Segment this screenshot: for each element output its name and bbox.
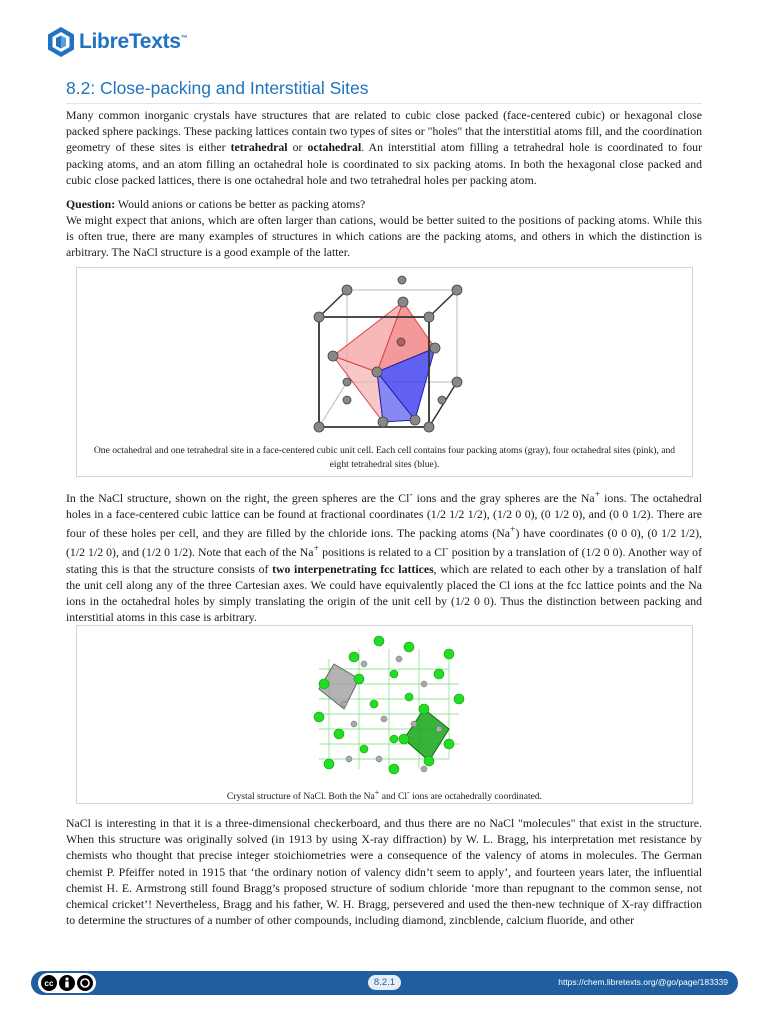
page-title: 8.2: Close-packing and Interstitial Sites bbox=[66, 78, 702, 104]
svg-text:cc: cc bbox=[44, 979, 54, 988]
question-label: Question: bbox=[66, 197, 116, 211]
license-badge[interactable] bbox=[38, 973, 96, 998]
figure-nacl-crystal bbox=[76, 625, 693, 804]
fcc-unit-cell-diagram bbox=[307, 272, 467, 437]
answer-paragraph: We might expect that anions, which are often larger than cations, would be better suited to the positions of packing atoms. While this is often true, there are many examples of structures in which cations are the packing atoms, and others in which the distinction is arbitrary. The NaCl structure is a good example of the latter. bbox=[66, 213, 702, 260]
page-footer bbox=[31, 971, 738, 995]
question-paragraph: Question: Would anions or cations be better as packing atoms? bbox=[66, 197, 366, 211]
history-paragraph: NaCl is interesting in that it is a three-dimensional checkerboard, and thus there are no NaCl "molecules" that exist in the structure. When this structure was originally solved (in 1913 by using X-ray diffraction) by W. L. Bragg, his interpretation met resistance by chemists who thought that precise integer stoichiometries were a consequence of the valency of atoms in molecules. The German chemist P. Pfeiffer noted in 1915 that ‘the ordinary notion of valency didn’t seem to apply’, and fourteen years later, the influential chemist H. E. Armstrong still found Bragg’s proposed structure of sodium chloride ‘more than repugnant to the common sense, not chemical cricket’! Nevertheless, Bragg and his father, W. H. Bragg, persevered and used the then-new technique of X-ray diffraction to determine the structures of a number of other compounds, including diamond, zincblende, calcium fluoride, and other bbox=[66, 816, 702, 928]
figure-caption: One octahedral and one tetrahedral site in a face-centered cubic unit cell. Each cell contains four packing atoms (gray), four octahedral sites (pink), and eight tetrahedral sites (blue). bbox=[93, 445, 676, 470]
libretexts-logo[interactable] bbox=[46, 26, 187, 58]
logo-text: LibreTexts™ bbox=[79, 30, 188, 53]
intro-paragraph: Many common inorganic crystals have structures that are related to cubic close packed (face-centered cubic) or hexagonal close packed sphere packings. These packing lattices contain two types of sites or "holes" that the interstitial atoms fill, and the coordination geometry of these sites is either tetrahedral or octahedral. An interstitial atom filling a tetrahedral hole is coordinated to four packing atoms, and an atom filling an octahedral hole is coordinated to six packing atoms. In both the hexagonal close packed and cubic close packed lattices, there is one octahedral hole and two tetrahedral holes per packing atom. bbox=[66, 108, 702, 187]
figure-caption: Crystal structure of NaCl. Both the Na+ and Cl- ions are octahedrally coordinated. bbox=[226, 788, 543, 803]
nacl-paragraph: In the NaCl structure, shown on the right, the green spheres are the Cl- ions and the gray spheres are the Na+ ions. The octahedral holes in a face-centered cubic lattice can be found at fractional coordinates (1/2 1/2 1/2), (1/2 0 0), (0 1/2 0), and (0 0 1/2). There are four of these holes per cell, and they are filled by the chloride ions. The packing atoms (Na+) have coordinates (0 0 0), (0 1/2 1/2), (1/2 1/2 0), and (1/2 0 1/2). Note that each of the Na+ positions is related to a Cl- position by a translation of (1/2 0 0). Another way of stating this is that the structure consists of two interpenetrating fcc lattices, which are related to each other by a translation of half the unit cell along any of the three Cartesian axes. We could have equivalently placed the Cl ions at the fcc lattice points and the Na ions in the octahedral holes by simply translating the origin of the unit cell by (1/2 0 0). Thus the distinction between packing and interstitial atoms in this case is arbitrary. bbox=[66, 489, 703, 625]
sa-icon bbox=[77, 975, 93, 991]
page-number: 8.2.1 bbox=[368, 975, 401, 990]
libretexts-logo-icon bbox=[46, 26, 76, 58]
cc-icon bbox=[41, 975, 57, 991]
by-icon bbox=[59, 975, 75, 991]
nacl-crystal-diagram bbox=[299, 629, 471, 779]
figure-unit-cell bbox=[76, 267, 693, 477]
page-url-link[interactable]: https://chem.libretexts.org/@go/page/183339 bbox=[558, 977, 728, 987]
